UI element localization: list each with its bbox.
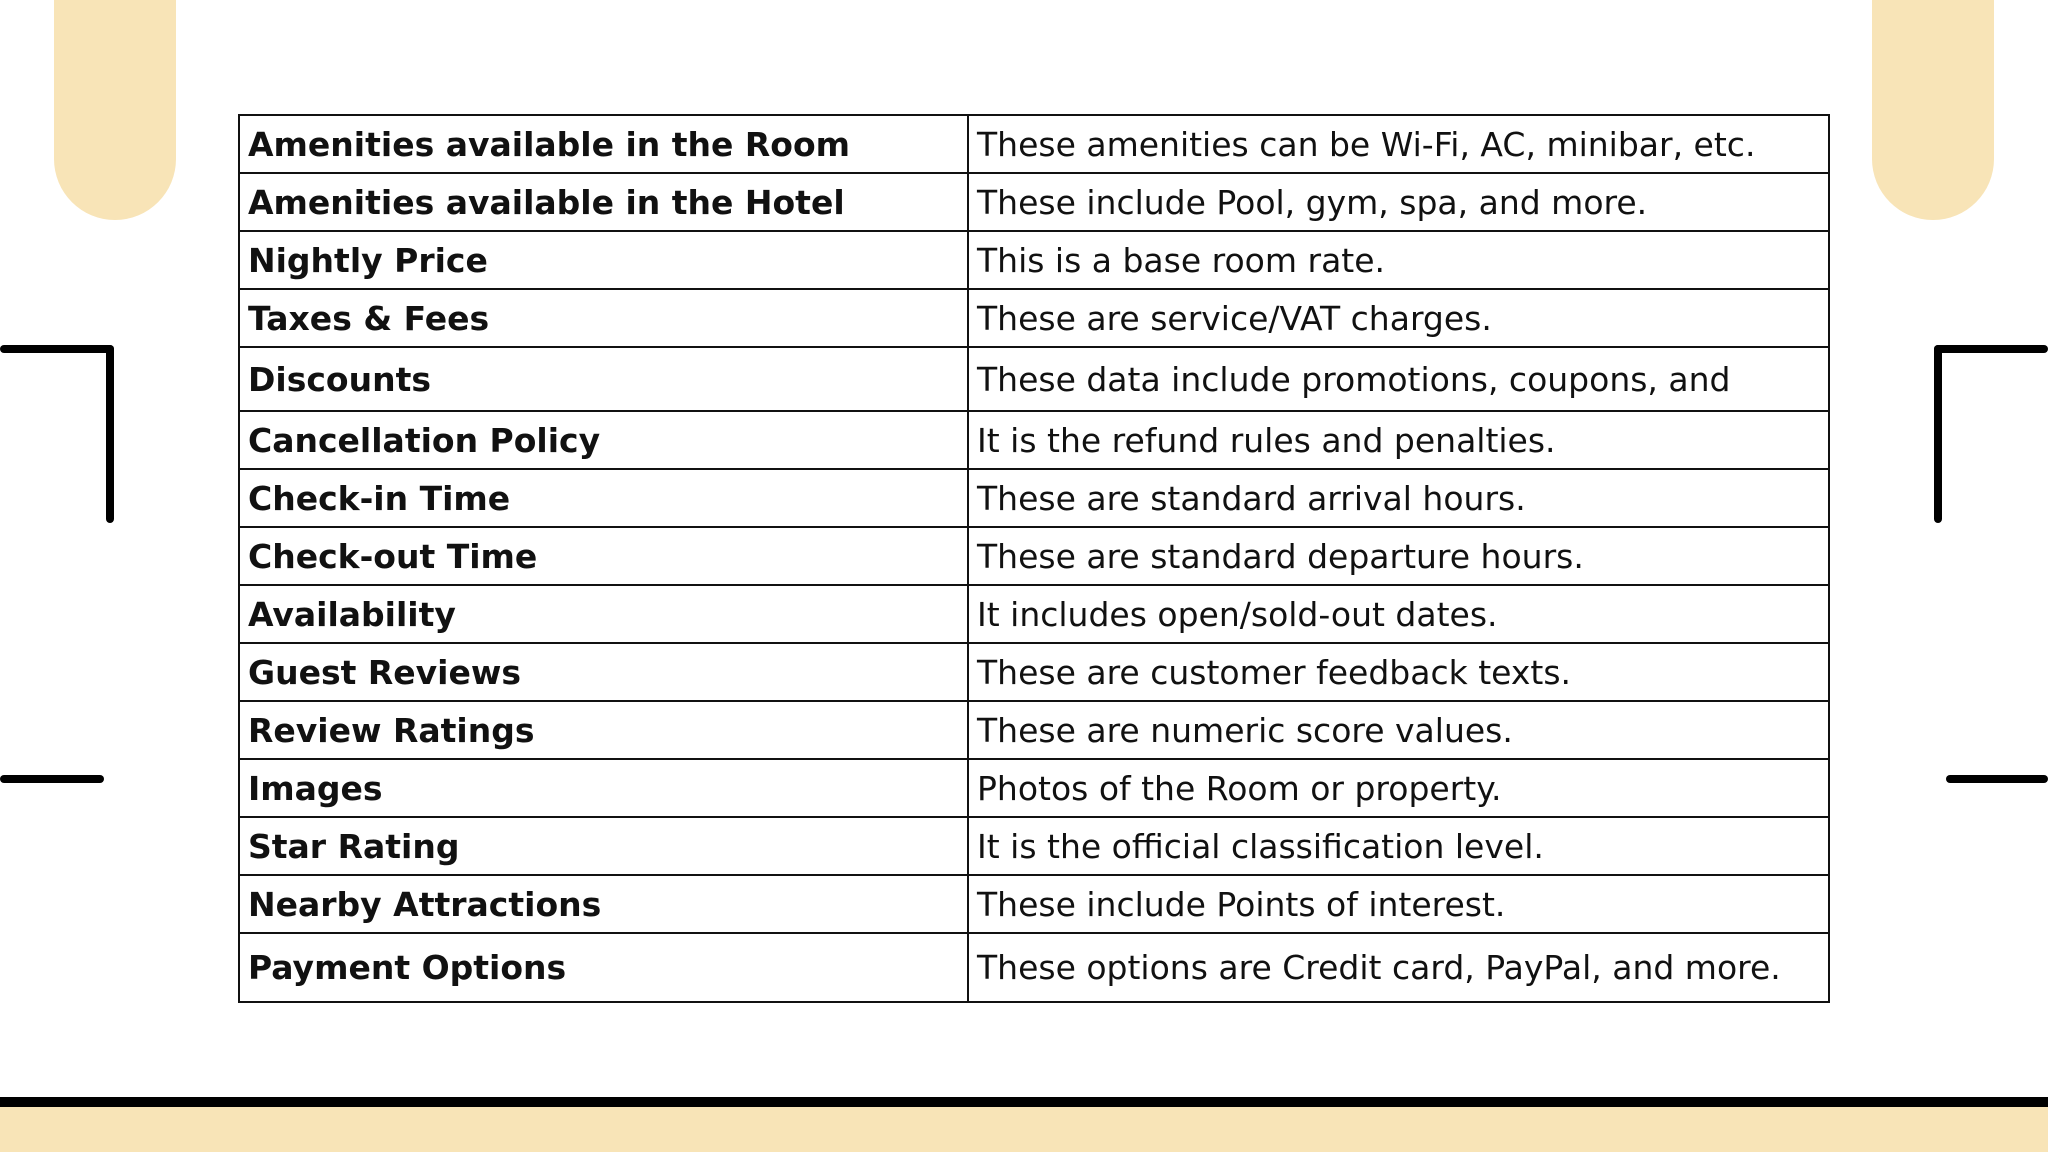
attribute-name: Discounts [239, 347, 968, 411]
attribute-name: Availability [239, 585, 968, 643]
table-row [239, 759, 1829, 817]
attribute-description: These are standard arrival hours. [968, 469, 1829, 527]
left-bracket-horizontal [0, 345, 114, 353]
right-bracket-bottom [1946, 775, 2048, 783]
table-row [239, 701, 1829, 759]
table-row [239, 173, 1829, 231]
attribute-name: Amenities available in the Hotel [239, 173, 968, 231]
hotel-data-attributes-table [238, 114, 1830, 1003]
attribute-name: Nightly Price [239, 231, 968, 289]
footer-band [0, 1107, 2048, 1152]
decorative-pill-left [54, 0, 176, 220]
attribute-description: These options are Credit card, PayPal, and more. [968, 933, 1829, 1002]
attribute-name: Review Ratings [239, 701, 968, 759]
attribute-name: Taxes & Fees [239, 289, 968, 347]
attribute-name: Check-out Time [239, 527, 968, 585]
table-row [239, 469, 1829, 527]
attribute-description: Photos of the Room or property. [968, 759, 1829, 817]
attribute-description: These include Pool, gym, spa, and more. [968, 173, 1829, 231]
attribute-description: These include Points of interest. [968, 875, 1829, 933]
attribute-name: Check-in Time [239, 469, 968, 527]
footer-divider [0, 1097, 2048, 1107]
right-bracket-vertical [1934, 345, 1942, 523]
decorative-pill-right [1872, 0, 1994, 220]
table-row [239, 933, 1829, 1002]
table-row [239, 115, 1829, 173]
attribute-name: Guest Reviews [239, 643, 968, 701]
attribute-name: Amenities available in the Room [239, 115, 968, 173]
table-row [239, 527, 1829, 585]
attribute-description: These are standard departure hours. [968, 527, 1829, 585]
table-row [239, 231, 1829, 289]
table-row [239, 643, 1829, 701]
attribute-description: These are service/VAT charges. [968, 289, 1829, 347]
table-row [239, 289, 1829, 347]
table-body [239, 115, 1829, 1002]
attribute-description: These are numeric score values. [968, 701, 1829, 759]
attribute-name: Images [239, 759, 968, 817]
attribute-description: It is the official classification level. [968, 817, 1829, 875]
left-bracket-bottom [0, 775, 104, 783]
attribute-name: Nearby Attractions [239, 875, 968, 933]
table-row [239, 411, 1829, 469]
right-bracket-horizontal [1934, 345, 2048, 353]
attribute-description: It includes open/sold-out dates. [968, 585, 1829, 643]
attribute-description: These amenities can be Wi-Fi, AC, minibar, etc. [968, 115, 1829, 173]
table-row [239, 347, 1829, 411]
attribute-name: Cancellation Policy [239, 411, 968, 469]
attribute-description: It is the refund rules and penalties. [968, 411, 1829, 469]
table-row [239, 817, 1829, 875]
table-row [239, 875, 1829, 933]
left-bracket-vertical [106, 345, 114, 523]
attribute-description: This is a base room rate. [968, 231, 1829, 289]
attribute-name: Star Rating [239, 817, 968, 875]
attribute-description: These are customer feedback texts. [968, 643, 1829, 701]
attribute-description: These data include promotions, coupons, and [968, 347, 1829, 411]
attribute-name: Payment Options [239, 933, 968, 1002]
table-row [239, 585, 1829, 643]
